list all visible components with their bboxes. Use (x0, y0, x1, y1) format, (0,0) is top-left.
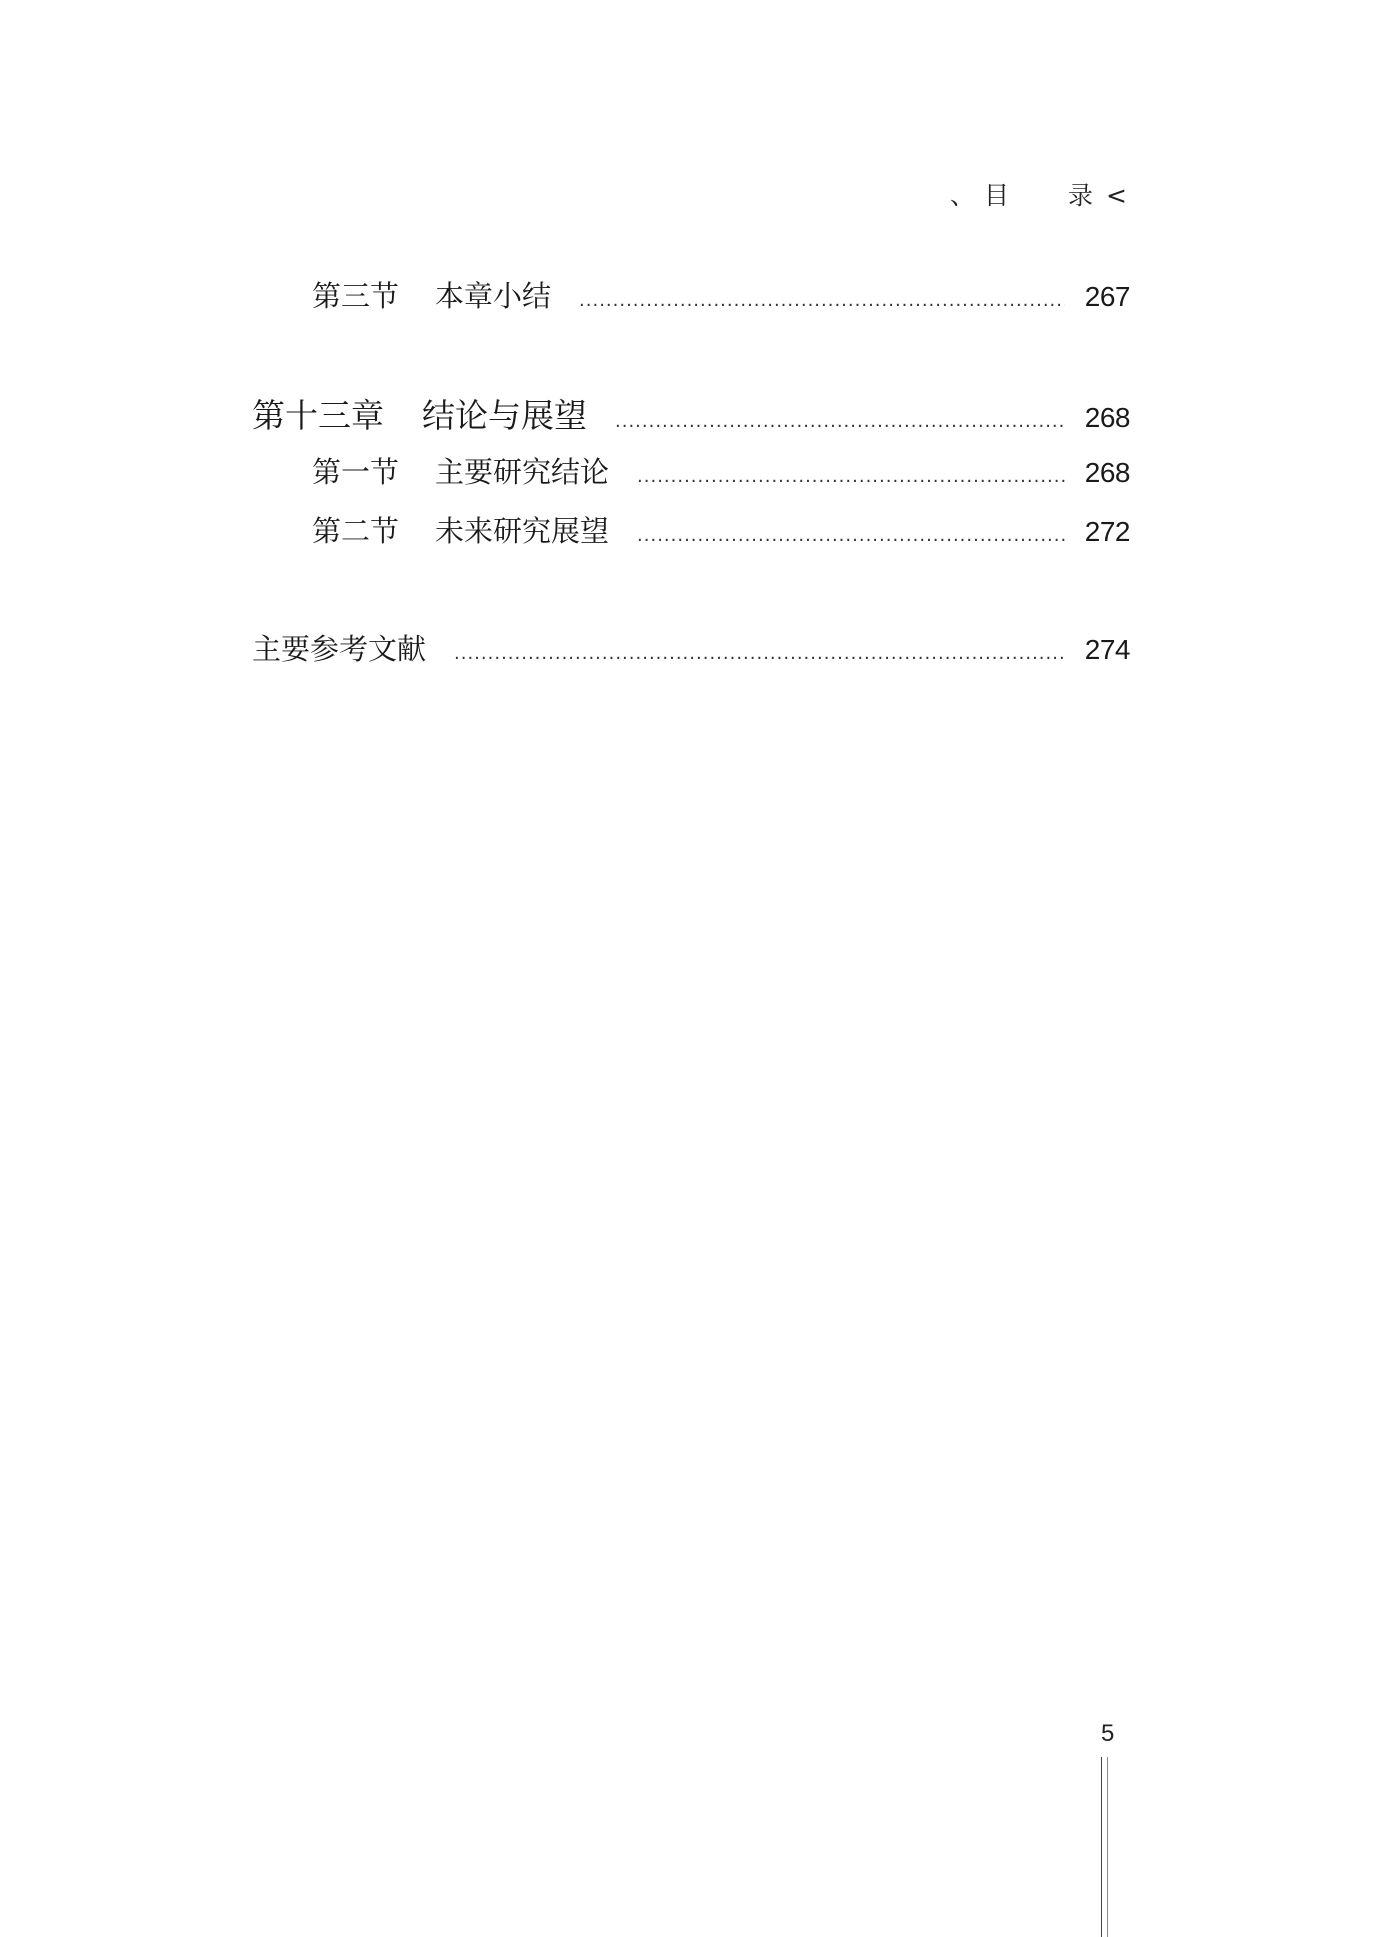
header-arrow: < (1106, 181, 1127, 210)
header-title-part1: 目 (984, 181, 1010, 210)
toc-dot-leader (637, 466, 1065, 487)
header-title-part2: 录 (1068, 181, 1094, 210)
edge-rule (1101, 1757, 1102, 1937)
toc-entry-title: 主要研究结论 (435, 455, 610, 489)
toc-dot-leader (637, 525, 1065, 546)
toc-entry-page: 267 (1084, 281, 1130, 312)
toc-dot-leader (615, 411, 1065, 432)
toc-entry-title: 未来研究展望 (435, 514, 610, 548)
toc-entry-page: 272 (1084, 516, 1130, 547)
toc-entry-title: 主要参考文献 (252, 632, 427, 666)
toc-entry-number: 第三节 (312, 279, 400, 313)
toc-entry-title: 结论与展望 (422, 396, 587, 435)
toc-dot-leader (454, 643, 1065, 664)
running-header (950, 176, 1130, 216)
toc-entry-number: 第十三章 (252, 396, 384, 435)
toc-entry-number: 第二节 (312, 514, 400, 548)
toc-entry-page: 268 (1084, 402, 1130, 433)
edge-rule (1107, 1757, 1108, 1937)
toc-entry-page: 268 (1084, 457, 1130, 488)
toc-entry-section-2[interactable] (312, 509, 1130, 551)
page-number: 5 (1101, 1720, 1115, 1747)
toc-entry-number: 第一节 (312, 455, 400, 489)
toc-entry-section-3[interactable] (312, 274, 1130, 316)
toc-entry-page: 274 (1084, 634, 1130, 665)
toc-entry-references[interactable] (252, 627, 1130, 669)
toc-dot-leader (579, 290, 1065, 311)
toc-entry-title: 本章小结 (435, 279, 552, 313)
toc-entry-chapter-13[interactable] (252, 390, 1130, 436)
toc-entry-section-1[interactable] (312, 450, 1130, 492)
header-mark: 、 (950, 181, 976, 210)
